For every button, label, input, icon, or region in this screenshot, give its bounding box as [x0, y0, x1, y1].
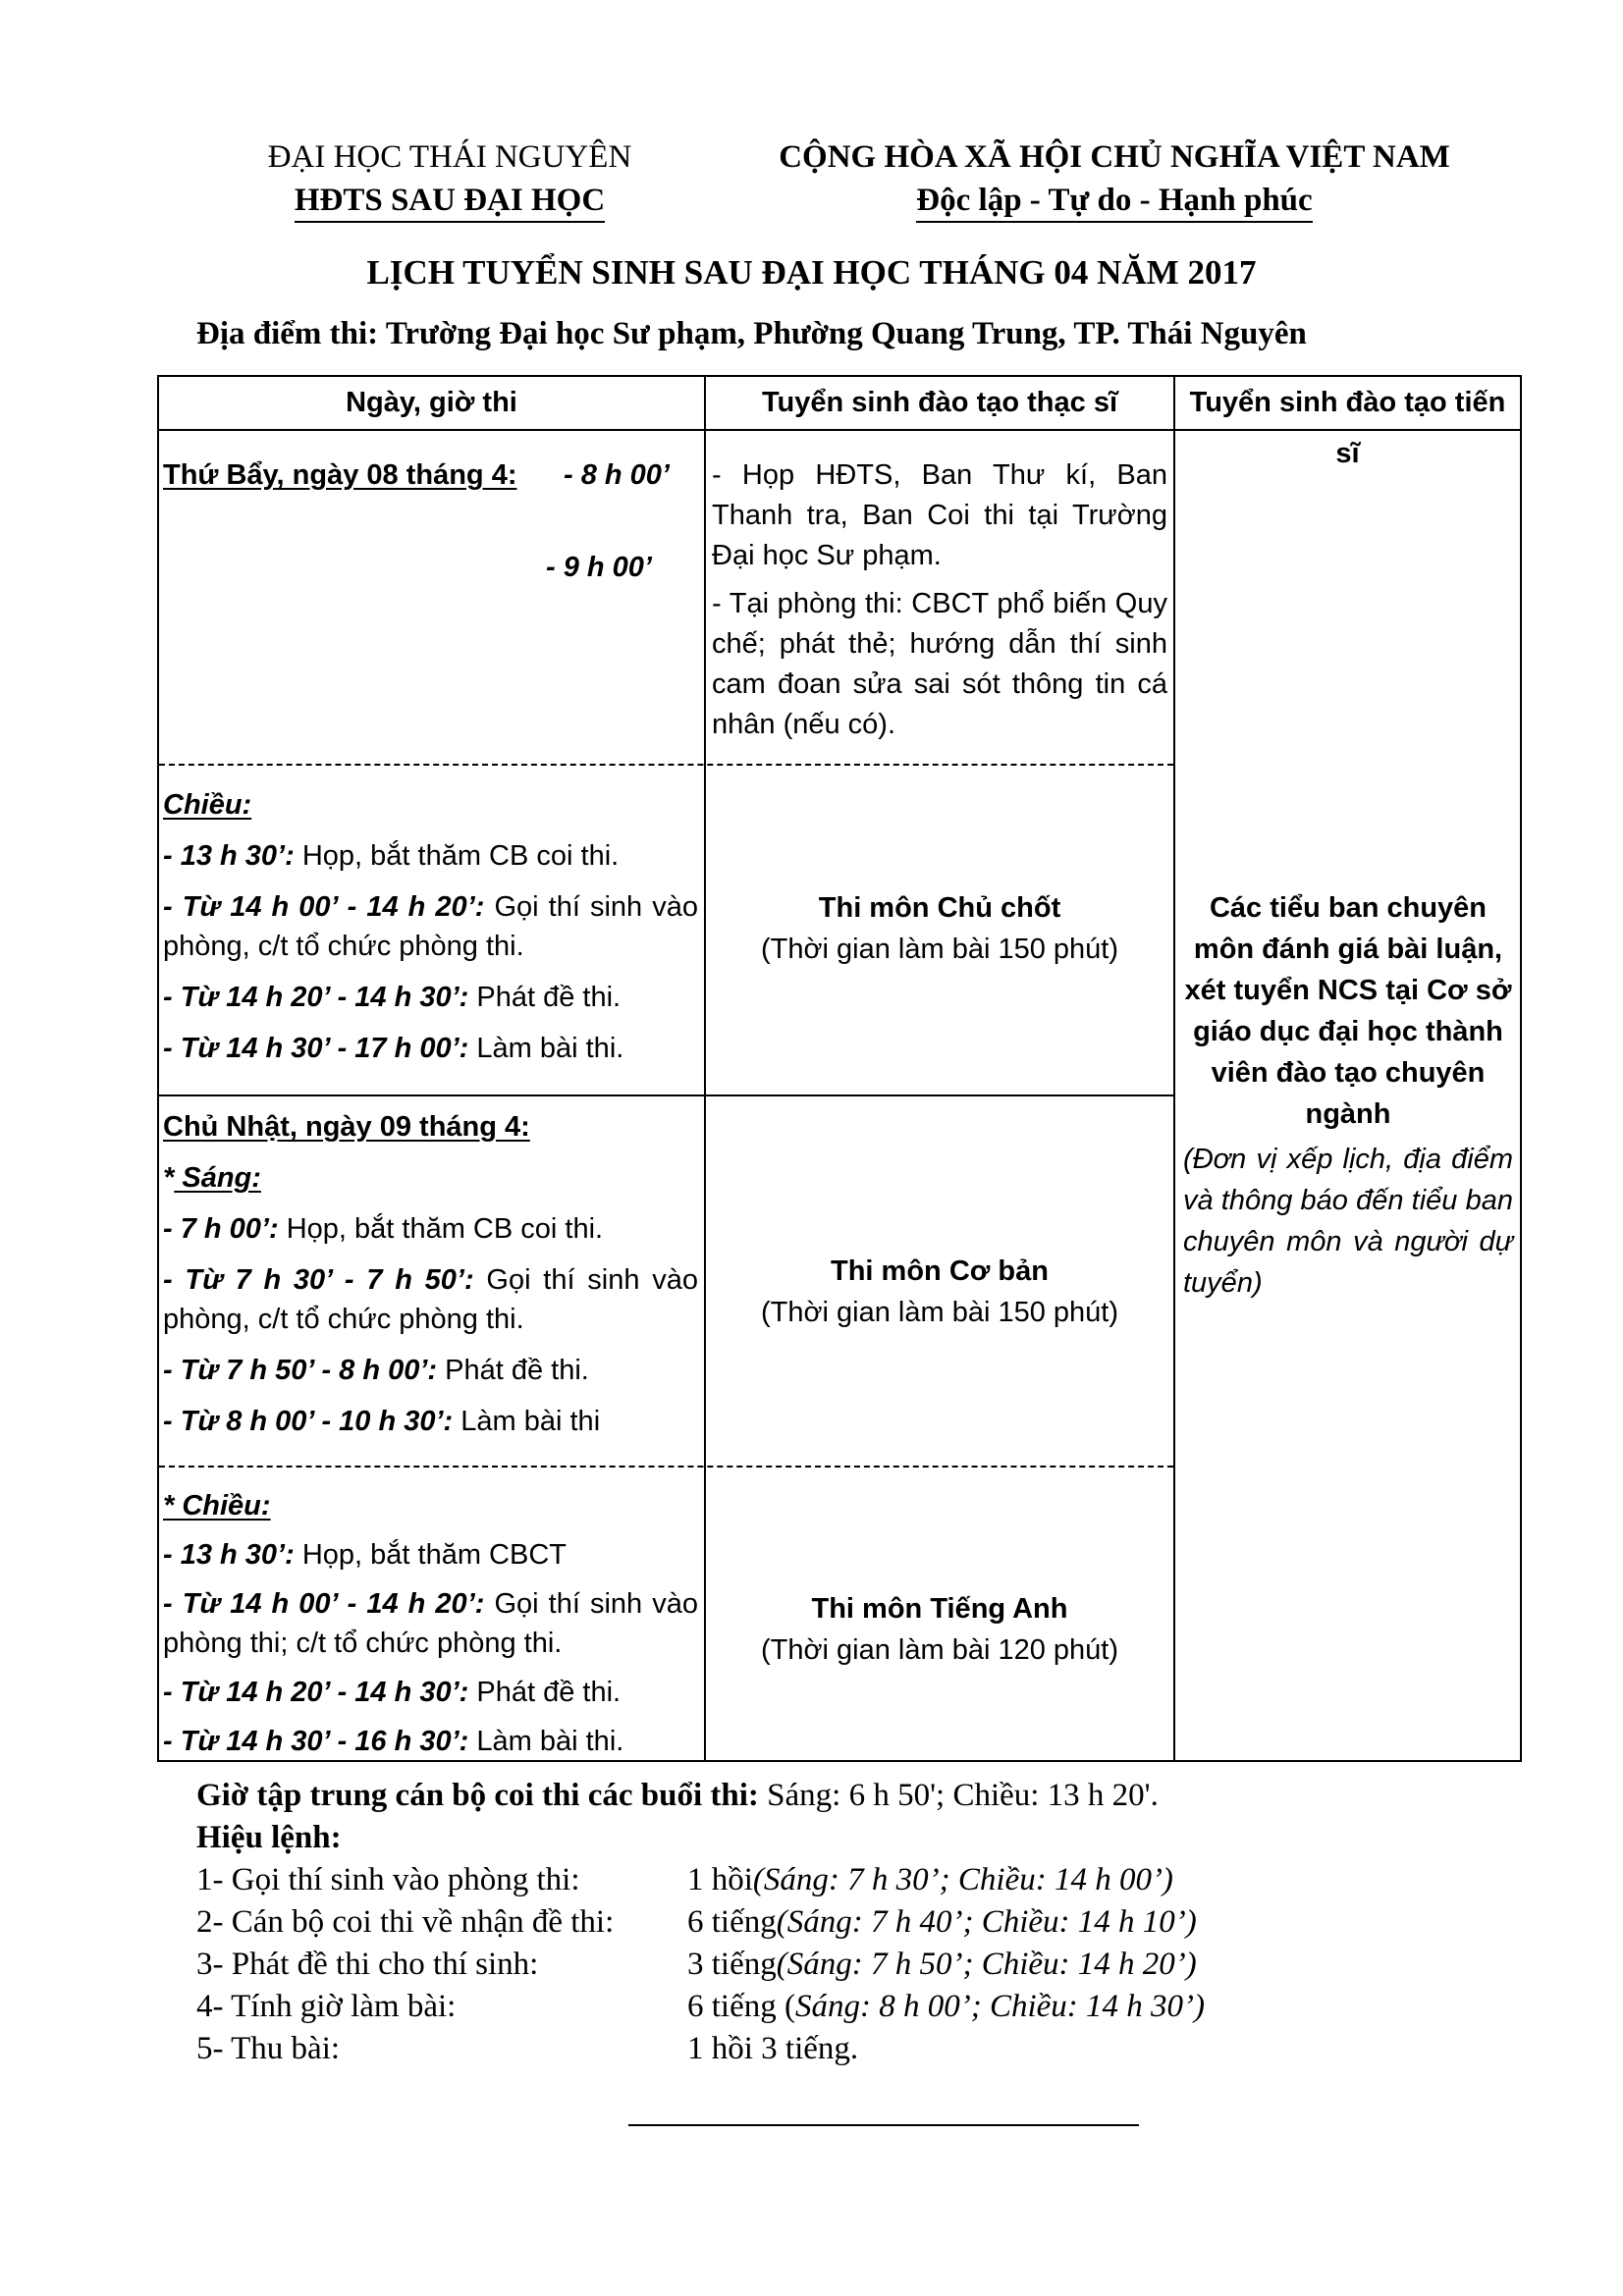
row4-item-time: - Từ 14 h 20’ - 14 h 30’: [163, 1677, 469, 1708]
row3-session-marker: * [163, 1162, 175, 1194]
signal-label: 4- Tính giờ làm bài: [196, 1989, 457, 2024]
row4-item-time: - 13 h 30’: [163, 1539, 295, 1571]
row2-item-desc: Phát đề thi. [468, 982, 622, 1013]
column-divider [1173, 377, 1175, 1760]
row-divider-dashed [159, 1466, 1173, 1468]
row3-item-desc: Gọi thí sinh vào phòng, c/t tổ chức phòng thi. [163, 1264, 698, 1335]
row3-day: Chủ Nhật, ngày 09 tháng 4: [163, 1111, 530, 1143]
issuer-university: ĐẠI HỌC THÁI NGUYÊN [267, 139, 632, 175]
row3-masters-cell [706, 1251, 1173, 1333]
signal-label: 5- Thu bài: [196, 2031, 341, 2066]
footer-notes [196, 1775, 1205, 2070]
header-divider [159, 429, 1520, 431]
venue-label: Địa điểm thi [196, 316, 368, 351]
row4-item-desc: Làm bài thi. [468, 1726, 624, 1757]
row4-time-cell [163, 1486, 698, 1771]
row3-time-cell [163, 1107, 698, 1453]
row4-item-time: - Từ 14 h 00’ - 14 h 20’: [163, 1588, 485, 1620]
row3-subject: Thi môn Cơ bản [831, 1255, 1049, 1287]
row3-item-desc: Họp, bắt thăm CB coi thi. [278, 1213, 604, 1245]
signal-row [196, 2028, 1205, 2070]
signal-row [196, 1859, 1205, 1901]
row4-item-time: - Từ 14 h 30’ - 16 h 30’: [163, 1726, 469, 1757]
venue-value: : Trường Đại học Sư phạm, Phường Quang Trung, TP. Thái Nguyên [367, 316, 1307, 351]
signal-row [196, 1901, 1205, 1944]
row2-time-cell [163, 785, 698, 1080]
signal-label: 3- Phát đề thi cho thí sinh: [196, 1947, 539, 1982]
row4-duration: (Thời gian làm bài 120 phút) [761, 1634, 1118, 1666]
row4-item-desc: Phát đề thi. [468, 1677, 622, 1708]
signal-row [196, 1986, 1205, 2028]
row4-item-desc: Họp, bắt thăm CBCT [294, 1539, 567, 1571]
row2-item-time: - Từ 14 h 30’ - 17 h 00’: [163, 1033, 469, 1064]
row4-item-desc: Gọi thí sinh vào phòng thi; c/t tổ chức phòng thi. [163, 1588, 698, 1659]
row2-item-desc: Làm bài thi. [468, 1033, 624, 1064]
header-masters: Tuyển sinh đào tạo thạc sĩ [761, 387, 1118, 418]
row2-subject: Thi môn Chủ chốt [818, 892, 1061, 924]
row-divider [159, 1095, 1173, 1096]
row4-masters-cell [706, 1588, 1173, 1671]
country-name: CỘNG HÒA XÃ HỘI CHỦ NGHĨA VIỆT NAM [779, 139, 1450, 175]
signal-label: 2- Cán bộ coi thi về nhận đề thi: [196, 1904, 615, 1940]
signal-count: 1 hồi 3 tiếng. [687, 2031, 859, 2066]
signal-times: (Sáng: 7 h 30’; Chiều: 14 h 00’) [752, 1862, 1173, 1897]
row1-masters-item: - Họp HĐTS, Ban Thư kí, Ban Thanh tra, Ban Coi thi tại Trường Đại học Sư phạm. [712, 459, 1167, 571]
schedule-table [157, 375, 1522, 1762]
row2-item-time: - Từ 14 h 00’ - 14 h 20’: [163, 891, 485, 923]
header-exam-time: Ngày, giờ thi [346, 387, 517, 418]
row2-item-time: - 13 h 30’: [163, 840, 295, 872]
row3-item-time: - Từ 7 h 30’ - 7 h 50’: [163, 1264, 474, 1296]
row2-masters-cell [706, 887, 1173, 970]
row2-item-desc: Gọi thí sinh vào phòng, c/t tổ chức phòng thi. [163, 891, 698, 962]
row1-day: Thứ Bẩy, ngày 08 tháng 4: [163, 459, 517, 491]
signals-title: Hiệu lệnh: [196, 1820, 342, 1855]
row1-time-cell [163, 455, 698, 583]
row3-duration: (Thời gian làm bài 150 phút) [761, 1297, 1118, 1328]
row-divider-dashed [159, 764, 1173, 766]
row4-session: * Chiều: [163, 1490, 271, 1522]
national-motto-block [712, 135, 1517, 223]
header-phd: Tuyển sinh đào tạo tiến sĩ [1189, 387, 1506, 469]
row2-duration: (Thời gian làm bài 150 phút) [761, 934, 1118, 965]
document-title: LỊCH TUYỂN SINH SAU ĐẠI HỌC THÁNG 04 NĂM 2017 [366, 253, 1257, 292]
national-motto: Độc lập - Tự do - Hạnh phúc [916, 182, 1312, 223]
phd-cell [1183, 887, 1513, 1304]
signal-label: 1- Gọi thí sinh vào phòng thi: [196, 1862, 580, 1897]
gather-value: Sáng: 6 h 50'; Chiều: 13 h 20'. [758, 1778, 1159, 1813]
row1-time2: - 9 h 00’ [546, 552, 652, 583]
row1-masters-item: - Tại phòng thi: CBCT phổ biến Quy chế; phát thẻ; hướng dẫn thí sinh cam đoan sửa sai sót thông tin cá nhân (nếu có). [712, 588, 1167, 740]
row3-item-desc: Phát đề thi. [437, 1355, 589, 1386]
signal-times: (Sáng: 7 h 50’; Chiều: 14 h 20’) [776, 1947, 1197, 1982]
phd-note: (Đơn vị xếp lịch, địa điểm và thông báo đến tiểu ban chuyên môn và người dự tuyển) [1183, 1144, 1513, 1299]
row3-item-time: - 7 h 00’: [163, 1213, 279, 1245]
issuer-block [234, 135, 666, 223]
column-divider [704, 377, 706, 1760]
row3-item-time: - Từ 8 h 00’ - 10 h 30’: [163, 1406, 454, 1437]
signal-row [196, 1944, 1205, 1986]
row2-item-desc: Họp, bắt thăm CB coi thi. [294, 840, 620, 872]
row1-masters-cell [712, 455, 1167, 757]
signal-count: 6 tiếng [687, 1904, 777, 1940]
row1-time1: - 8 h 00’ [564, 459, 670, 491]
phd-main-text: Các tiểu ban chuyên môn đánh giá bài luận, xét tuyển NCS tại Cơ sở giáo dục đại học thành viên đào tạo chuyên ngành [1184, 892, 1512, 1130]
row3-item-time: - Từ 7 h 50’ - 8 h 00’: [163, 1355, 438, 1386]
issuer-council: HĐTS SAU ĐẠI HỌC [295, 182, 605, 223]
signal-count: 3 tiếng [687, 1947, 777, 1982]
row4-subject: Thi môn Tiếng Anh [811, 1593, 1068, 1625]
end-rule [628, 2124, 1139, 2126]
row2-item-time: - Từ 14 h 20’ - 14 h 30’: [163, 982, 469, 1013]
signal-count: 1 hồi [687, 1862, 753, 1897]
gather-label: Giờ tập trung cán bộ coi thi các buổi thi: [196, 1778, 759, 1813]
exam-venue [196, 316, 1307, 352]
row2-session: Chiều: [163, 789, 252, 821]
signal-count: 6 tiếng ( [687, 1989, 795, 2024]
signal-times: Sáng: 8 h 00’; Chiều: 14 h 30’) [794, 1989, 1205, 2024]
row3-item-desc: Làm bài thi [453, 1406, 601, 1437]
signal-times: (Sáng: 7 h 40’; Chiều: 14 h 10’) [776, 1904, 1197, 1940]
row3-session: Sáng: [174, 1162, 261, 1194]
